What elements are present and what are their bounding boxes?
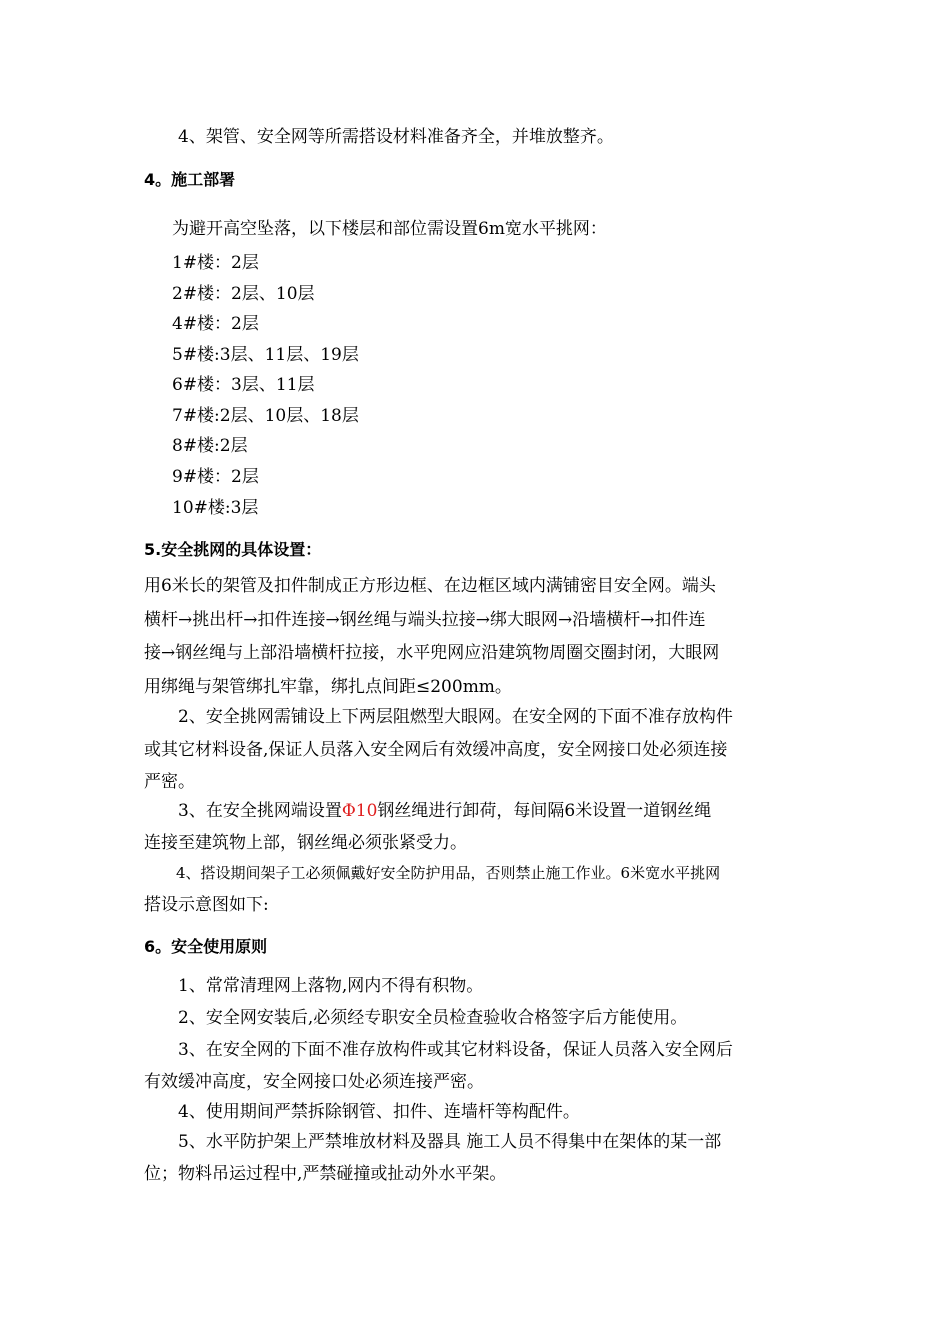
section-5-p1-line: 用6米长的架管及扣件制成正方形边框、在边框区域内满铺密目安全网。端头 — [144, 576, 716, 596]
section-6-item: 3、在安全网的下面不准存放构件或其它材料设备，保证人员落入安全网后 — [178, 1040, 733, 1060]
floor-list-item: 6#楼：3层、11层 — [172, 375, 315, 395]
floor-list-item: 4#楼：2层 — [172, 314, 259, 334]
section-4-intro: 为避开高空坠落，以下楼层和部位需设置6m宽水平挑网： — [172, 219, 607, 239]
section-5-p1-line: 横杆→挑出杆→扣件连接→钢丝绳与端头拉接→绑大眼网→沿墙横杆→扣件连 — [144, 610, 706, 630]
section-5-p4-line: 4、搭设期间架子工必须佩戴好安全防护用品，否则禁止施工作业。6米宽水平挑网 — [176, 864, 721, 882]
section-6-item-cont: 位；物料吊运过程中,严禁碰撞或扯动外水平架。 — [144, 1164, 507, 1184]
floor-list-item: 1#楼：2层 — [172, 253, 259, 273]
section-5-p3-line — [178, 800, 711, 822]
section-5-heading: 5.安全挑网的具体设置： — [144, 540, 322, 559]
section-6-item: 5、水平防护架上严禁堆放材料及器具 施工人员不得集中在架体的某一部 — [178, 1132, 722, 1152]
section-4-heading: 4。施工部署 — [144, 170, 236, 189]
section-6-item-cont: 有效缓冲高度，安全网接口处必须连接严密。 — [144, 1072, 484, 1092]
section-6-heading: 6。安全使用原则 — [144, 937, 268, 956]
floor-list-item: 2#楼：2层、10层 — [172, 284, 315, 304]
phi-10-marker: Φ10 — [341, 801, 378, 821]
p3-suffix: 钢丝绳进行卸荷，每间隔6米设置一道钢丝绳 — [377, 801, 712, 821]
section-5-p1-line: 接→钢丝绳与上部沿墙横杆拉接，水平兜网应沿建筑物周圈交圈封闭，大眼网 — [144, 643, 720, 663]
floor-list-item: 10#楼:3层 — [172, 498, 259, 518]
floor-list-item: 5#楼:3层、11层、19层 — [172, 345, 359, 365]
section-5-p2-line: 严密。 — [144, 772, 195, 792]
p3-prefix: 3、在安全挑网端设置 — [178, 801, 342, 821]
section-6-item: 1、常常清理网上落物,网内不得有积物。 — [178, 976, 484, 996]
floor-list-item: 8#楼:2层 — [172, 436, 248, 456]
section-5-p4-line: 搭设示意图如下: — [144, 895, 269, 915]
section-5-p2-line: 或其它材料设备,保证人员落入安全网后有效缓冲高度，安全网接口处必须连接 — [144, 740, 728, 760]
floor-list-item: 9#楼：2层 — [172, 467, 259, 487]
section-5-p3-line: 连接至建筑物上部，钢丝绳必须张紧受力。 — [144, 833, 467, 853]
section-6-item: 4、使用期间严禁拆除钢管、扣件、连墙杆等构配件。 — [178, 1102, 580, 1122]
section-5-p1-line: 用绑绳与架管绑扎牢靠，绑扎点间距≤200mm。 — [144, 677, 512, 697]
floor-list-item: 7#楼:2层、10层、18层 — [172, 406, 359, 426]
section-6-item: 2、安全网安装后,必须经专职安全员检查验收合格签字后方能使用。 — [178, 1008, 688, 1028]
section-5-p2-line: 2、安全挑网需铺设上下两层阻燃型大眼网。在安全网的下面不准存放构件 — [178, 707, 733, 727]
prep-item-4: 4、架管、安全网等所需搭设材料准备齐全，并堆放整齐。 — [178, 127, 614, 147]
